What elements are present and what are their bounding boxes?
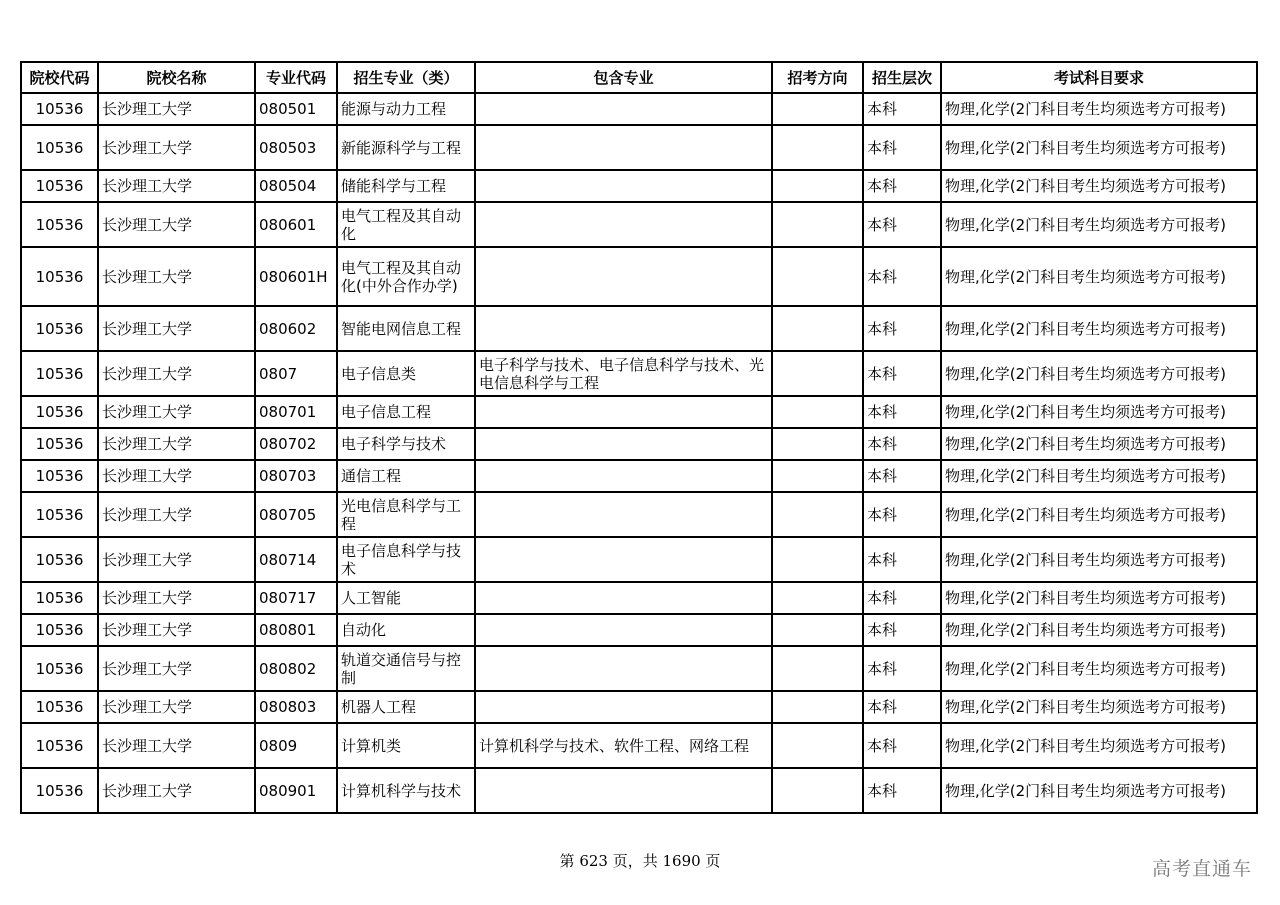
- cell-major-code: 080602: [255, 306, 337, 351]
- cell-school-code: 10536: [21, 428, 98, 460]
- cell-direction: [772, 351, 863, 396]
- header-major: 招生专业（类）: [337, 62, 475, 93]
- cell-direction: [772, 125, 863, 170]
- cell-level: 本科: [863, 492, 941, 537]
- cell-school-code: 10536: [21, 460, 98, 492]
- cell-direction: [772, 428, 863, 460]
- cell-level: 本科: [863, 614, 941, 646]
- header-included-majors: 包含专业: [475, 62, 772, 93]
- watermark-logo-text: 高考直通车: [1151, 858, 1252, 880]
- cell-direction: [772, 93, 863, 125]
- cell-school-code: 10536: [21, 202, 98, 247]
- cell-requirement: 物理,化学(2门科目考生均须选考方可报考): [941, 170, 1257, 202]
- cell-requirement: 物理,化学(2门科目考生均须选考方可报考): [941, 460, 1257, 492]
- table-row: [21, 306, 1257, 351]
- table-row: [21, 768, 1257, 813]
- cell-major: 电子科学与技术: [337, 428, 475, 460]
- header-level: 招生层次: [863, 62, 941, 93]
- cell-major-code: 0809: [255, 723, 337, 768]
- cell-level: 本科: [863, 646, 941, 691]
- cell-included-majors: [475, 691, 772, 723]
- table-row: [21, 537, 1257, 582]
- cell-major-code: 080503: [255, 125, 337, 170]
- cell-school-code: 10536: [21, 537, 98, 582]
- cell-school-name: 长沙理工大学: [98, 306, 255, 351]
- cell-school-name: 长沙理工大学: [98, 582, 255, 614]
- cell-school-code: 10536: [21, 723, 98, 768]
- cell-direction: [772, 247, 863, 306]
- table-row: [21, 351, 1257, 396]
- table-row: [21, 170, 1257, 202]
- admission-table: [20, 61, 1258, 814]
- cell-school-name: 长沙理工大学: [98, 614, 255, 646]
- cell-major: 轨道交通信号与控制: [337, 646, 475, 691]
- cell-direction: [772, 492, 863, 537]
- cell-direction: [772, 537, 863, 582]
- cell-major-code: 080802: [255, 646, 337, 691]
- table-row: [21, 125, 1257, 170]
- cell-requirement: 物理,化学(2门科目考生均须选考方可报考): [941, 614, 1257, 646]
- cell-level: 本科: [863, 582, 941, 614]
- cell-school-name: 长沙理工大学: [98, 351, 255, 396]
- cell-direction: [772, 396, 863, 428]
- cell-direction: [772, 460, 863, 492]
- cell-major: 通信工程: [337, 460, 475, 492]
- page-number: 第 623 页，共 1690 页: [559, 852, 721, 870]
- cell-school-code: 10536: [21, 93, 98, 125]
- cell-major-code: 080801: [255, 614, 337, 646]
- cell-level: 本科: [863, 723, 941, 768]
- cell-major: 电子信息科学与技术: [337, 537, 475, 582]
- table-row: [21, 614, 1257, 646]
- cell-major-code: 080901: [255, 768, 337, 813]
- cell-level: 本科: [863, 396, 941, 428]
- cell-major: 自动化: [337, 614, 475, 646]
- cell-major-code: 080504: [255, 170, 337, 202]
- cell-direction: [772, 202, 863, 247]
- cell-included-majors: [475, 247, 772, 306]
- cell-requirement: 物理,化学(2门科目考生均须选考方可报考): [941, 247, 1257, 306]
- cell-level: 本科: [863, 125, 941, 170]
- cell-major: 智能电网信息工程: [337, 306, 475, 351]
- cell-requirement: 物理,化学(2门科目考生均须选考方可报考): [941, 691, 1257, 723]
- cell-included-majors: [475, 93, 772, 125]
- table-row: [21, 93, 1257, 125]
- cell-level: 本科: [863, 351, 941, 396]
- cell-level: 本科: [863, 247, 941, 306]
- cell-major: 能源与动力工程: [337, 93, 475, 125]
- cell-requirement: 物理,化学(2门科目考生均须选考方可报考): [941, 306, 1257, 351]
- cell-requirement: 物理,化学(2门科目考生均须选考方可报考): [941, 492, 1257, 537]
- cell-major: 机器人工程: [337, 691, 475, 723]
- cell-major: 电气工程及其自动化: [337, 202, 475, 247]
- cell-included-majors: [475, 646, 772, 691]
- cell-major: 电气工程及其自动化(中外合作办学): [337, 247, 475, 306]
- cell-school-name: 长沙理工大学: [98, 768, 255, 813]
- cell-level: 本科: [863, 691, 941, 723]
- cell-level: 本科: [863, 202, 941, 247]
- cell-major: 光电信息科学与工程: [337, 492, 475, 537]
- cell-school-code: 10536: [21, 614, 98, 646]
- cell-requirement: 物理,化学(2门科目考生均须选考方可报考): [941, 428, 1257, 460]
- cell-direction: [772, 646, 863, 691]
- cell-school-name: 长沙理工大学: [98, 247, 255, 306]
- cell-major-code: 080702: [255, 428, 337, 460]
- cell-included-majors: [475, 170, 772, 202]
- cell-school-name: 长沙理工大学: [98, 202, 255, 247]
- cell-requirement: 物理,化学(2门科目考生均须选考方可报考): [941, 125, 1257, 170]
- cell-school-code: 10536: [21, 768, 98, 813]
- cell-school-name: 长沙理工大学: [98, 428, 255, 460]
- cell-requirement: 物理,化学(2门科目考生均须选考方可报考): [941, 723, 1257, 768]
- cell-major-code: 080501: [255, 93, 337, 125]
- cell-direction: [772, 306, 863, 351]
- header-direction: 招考方向: [772, 62, 863, 93]
- cell-requirement: 物理,化学(2门科目考生均须选考方可报考): [941, 768, 1257, 813]
- cell-direction: [772, 614, 863, 646]
- cell-requirement: 物理,化学(2门科目考生均须选考方可报考): [941, 202, 1257, 247]
- cell-requirement: 物理,化学(2门科目考生均须选考方可报考): [941, 93, 1257, 125]
- cell-school-name: 长沙理工大学: [98, 460, 255, 492]
- cell-requirement: 物理,化学(2门科目考生均须选考方可报考): [941, 646, 1257, 691]
- cell-school-name: 长沙理工大学: [98, 396, 255, 428]
- cell-major-code: 080714: [255, 537, 337, 582]
- cell-included-majors: 电子科学与技术、电子信息科学与技术、光电信息科学与工程: [475, 351, 772, 396]
- cell-level: 本科: [863, 428, 941, 460]
- cell-requirement: 物理,化学(2门科目考生均须选考方可报考): [941, 396, 1257, 428]
- table-row: [21, 396, 1257, 428]
- cell-included-majors: [475, 492, 772, 537]
- cell-level: 本科: [863, 93, 941, 125]
- header-requirement: 考试科目要求: [941, 62, 1257, 93]
- cell-included-majors: [475, 396, 772, 428]
- cell-included-majors: [475, 582, 772, 614]
- cell-school-name: 长沙理工大学: [98, 125, 255, 170]
- cell-direction: [772, 768, 863, 813]
- table-row: [21, 460, 1257, 492]
- table-row: [21, 646, 1257, 691]
- cell-school-code: 10536: [21, 306, 98, 351]
- cell-direction: [772, 170, 863, 202]
- cell-school-code: 10536: [21, 691, 98, 723]
- cell-included-majors: 计算机科学与技术、软件工程、网络工程: [475, 723, 772, 768]
- cell-school-code: 10536: [21, 396, 98, 428]
- cell-direction: [772, 691, 863, 723]
- cell-school-code: 10536: [21, 492, 98, 537]
- table-row: [21, 492, 1257, 537]
- cell-school-code: 10536: [21, 646, 98, 691]
- cell-school-code: 10536: [21, 582, 98, 614]
- cell-major-code: 080803: [255, 691, 337, 723]
- header-school-code: 院校代码: [21, 62, 98, 93]
- cell-major: 电子信息类: [337, 351, 475, 396]
- cell-included-majors: [475, 537, 772, 582]
- cell-major-code: 0807: [255, 351, 337, 396]
- cell-major-code: 080601: [255, 202, 337, 247]
- cell-school-name: 长沙理工大学: [98, 537, 255, 582]
- table-row: [21, 202, 1257, 247]
- header-school-name: 院校名称: [98, 62, 255, 93]
- table-row: [21, 691, 1257, 723]
- cell-included-majors: [475, 768, 772, 813]
- cell-school-code: 10536: [21, 351, 98, 396]
- cell-major-code: 080705: [255, 492, 337, 537]
- cell-major: 新能源科学与工程: [337, 125, 475, 170]
- cell-school-name: 长沙理工大学: [98, 170, 255, 202]
- table-header-row: [21, 62, 1257, 93]
- cell-requirement: 物理,化学(2门科目考生均须选考方可报考): [941, 582, 1257, 614]
- cell-school-name: 长沙理工大学: [98, 492, 255, 537]
- cell-major: 计算机类: [337, 723, 475, 768]
- cell-included-majors: [475, 614, 772, 646]
- table-row: [21, 723, 1257, 768]
- cell-major: 人工智能: [337, 582, 475, 614]
- cell-level: 本科: [863, 768, 941, 813]
- cell-level: 本科: [863, 537, 941, 582]
- cell-level: 本科: [863, 306, 941, 351]
- cell-school-name: 长沙理工大学: [98, 723, 255, 768]
- cell-requirement: 物理,化学(2门科目考生均须选考方可报考): [941, 351, 1257, 396]
- cell-school-code: 10536: [21, 125, 98, 170]
- table-row: [21, 582, 1257, 614]
- cell-major-code: 080601H: [255, 247, 337, 306]
- cell-school-name: 长沙理工大学: [98, 691, 255, 723]
- cell-major: 电子信息工程: [337, 396, 475, 428]
- cell-school-name: 长沙理工大学: [98, 646, 255, 691]
- cell-included-majors: [475, 202, 772, 247]
- cell-school-name: 长沙理工大学: [98, 93, 255, 125]
- cell-major: 计算机科学与技术: [337, 768, 475, 813]
- cell-included-majors: [475, 428, 772, 460]
- table-row: [21, 247, 1257, 306]
- table-row: [21, 428, 1257, 460]
- cell-major: 储能科学与工程: [337, 170, 475, 202]
- cell-level: 本科: [863, 460, 941, 492]
- cell-major-code: 080717: [255, 582, 337, 614]
- cell-included-majors: [475, 460, 772, 492]
- header-major-code: 专业代码: [255, 62, 337, 93]
- cell-level: 本科: [863, 170, 941, 202]
- cell-major-code: 080703: [255, 460, 337, 492]
- cell-direction: [772, 582, 863, 614]
- cell-direction: [772, 723, 863, 768]
- cell-included-majors: [475, 125, 772, 170]
- cell-school-code: 10536: [21, 170, 98, 202]
- cell-school-code: 10536: [21, 247, 98, 306]
- cell-included-majors: [475, 306, 772, 351]
- cell-requirement: 物理,化学(2门科目考生均须选考方可报考): [941, 537, 1257, 582]
- cell-major-code: 080701: [255, 396, 337, 428]
